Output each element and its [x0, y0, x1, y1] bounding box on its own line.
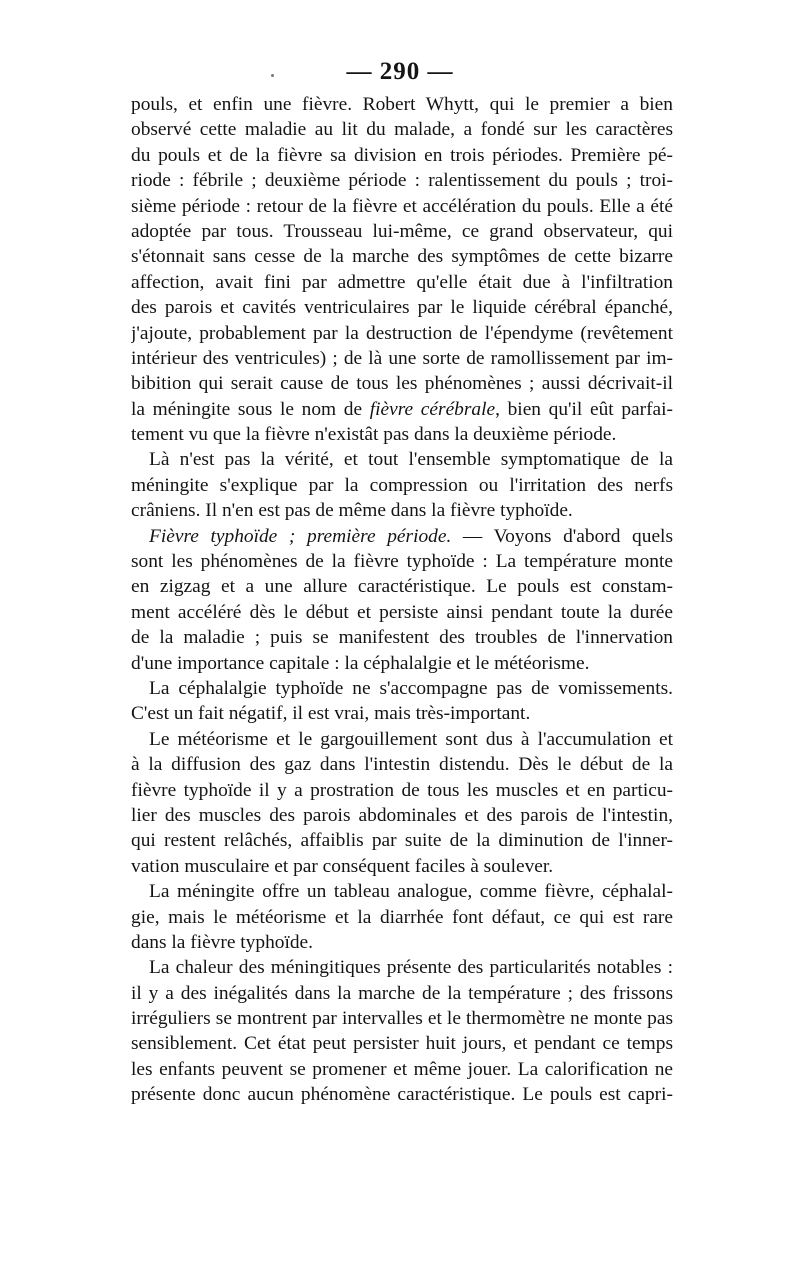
text-line: il y a des inégalités dans la marche de la température ; des frissons — [131, 982, 673, 1004]
text-line: qui restent relâchés, affaiblis par suite de la diminution de l'inner- — [131, 830, 673, 852]
text-line: intérieur des ventricules) ; de là une sorte de ramollissement par im- — [131, 347, 673, 369]
text-line: ment accéléré dès le début et persiste ainsi pendant toute la durée — [131, 601, 673, 623]
text-fragment: — Voyons d'abord quels — [451, 525, 673, 547]
text-line: à la diffusion des gaz dans l'intestin distendu. Dès le début de la — [131, 754, 673, 776]
text-line: adoptée par tous. Trousseau lui-même, ce grand observateur, qui — [131, 220, 673, 242]
text-line: La méningite offre un tableau analogue, comme fièvre, céphalal- — [149, 881, 673, 903]
text-line: de la maladie ; puis se manifestent des troubles de l'innervation — [131, 627, 673, 649]
text-line: La chaleur des méningitiques présente des particularités notables : — [149, 957, 673, 979]
text-line: riode : fébrile ; deuxième période : ralentissement du pouls ; troi- — [131, 170, 673, 192]
text-line: lier des muscles des parois abdominales et des parois de l'intestin, — [131, 804, 673, 826]
text-line: d'une importance capitale : la céphalalgie et le météorisme. — [131, 652, 590, 674]
text-line: les enfants peuvent se promener et même jouer. La calorification ne — [131, 1058, 673, 1080]
text-line: du pouls et de la fièvre sa division en trois périodes. Première pé- — [131, 144, 673, 166]
text-line: irréguliers se montrent par intervalles et le thermomètre ne monte pas — [131, 1008, 673, 1030]
text-line: en zigzag et a une allure caractéristique. Le pouls est constam- — [131, 576, 673, 598]
text-line: s'étonnait sans cesse de la marche des symptômes de cette bizarre — [131, 246, 673, 268]
italic-term: fièvre cérébrale — [369, 398, 496, 420]
text-line — [131, 524, 673, 549]
text-line: tement vu que la fièvre n'existât pas dans la deuxième période. — [131, 424, 617, 446]
text-line: observé cette maladie au lit du malade, a fondé sur les caractères — [131, 119, 673, 141]
text-line: pouls, et enfin une fièvre. Robert Whytt, qui le premier a bien — [131, 94, 673, 115]
text-line — [131, 397, 673, 422]
text-line: C'est un fait négatif, il est vrai, mais très-important. — [131, 703, 531, 725]
text-line: vation musculaire et par conséquent faciles à soulever. — [131, 855, 554, 877]
text-fragment: la méningite sous le nom de — [131, 398, 370, 420]
text-line: gie, mais le météorisme et la diarrhée font défaut, ce qui est rare — [131, 906, 673, 928]
text-line: des parois et cavités ventriculaires par le liquide cérébral épanché, — [131, 297, 673, 319]
text-line: affection, avait fini par admettre qu'elle était due à l'infiltration — [131, 271, 673, 293]
text-line: sième période : retour de la fièvre et accélération du pouls. Elle a été — [131, 195, 673, 217]
text-fragment: , bien qu'il eût parfai- — [495, 398, 673, 420]
text-line: Le météorisme et le gargouillement sont dus à l'accumulation et — [149, 728, 673, 750]
page-number: — 290 — — [346, 58, 454, 85]
text-line: dans la fièvre typhoïde. — [131, 931, 313, 953]
text-line: fièvre typhoïde il y a prostration de tous les muscles et en particu- — [131, 779, 673, 801]
text-line: sont les phénomènes de la fièvre typhoïde : La température monte — [131, 551, 673, 573]
italic-term: Fièvre typhoïde ; première période. — [149, 525, 452, 547]
text-line: crâniens. Il n'en est pas de même dans la fièvre typhoïde. — [131, 500, 573, 522]
body-text — [131, 92, 673, 1108]
text-line: Là n'est pas la vérité, et tout l'ensemble symptomatique de la — [149, 449, 673, 471]
text-line: La céphalalgie typhoïde ne s'accompagne pas de vomissements. — [149, 677, 673, 699]
text-line: sensiblement. Cet état peut persister huit jours, et pendant ce temps — [131, 1033, 673, 1055]
text-line: bibition qui serait cause de tous les phénomènes ; aussi décrivait-il — [131, 373, 673, 395]
text-line: méningite s'explique par la compression ou l'irritation des nerfs — [131, 474, 673, 496]
text-line: j'ajoute, probablement par la destruction de l'épendyme (revêtement — [131, 322, 673, 344]
text-line: présente donc aucun phénomène caractéristique. Le pouls est capri- — [131, 1084, 673, 1106]
